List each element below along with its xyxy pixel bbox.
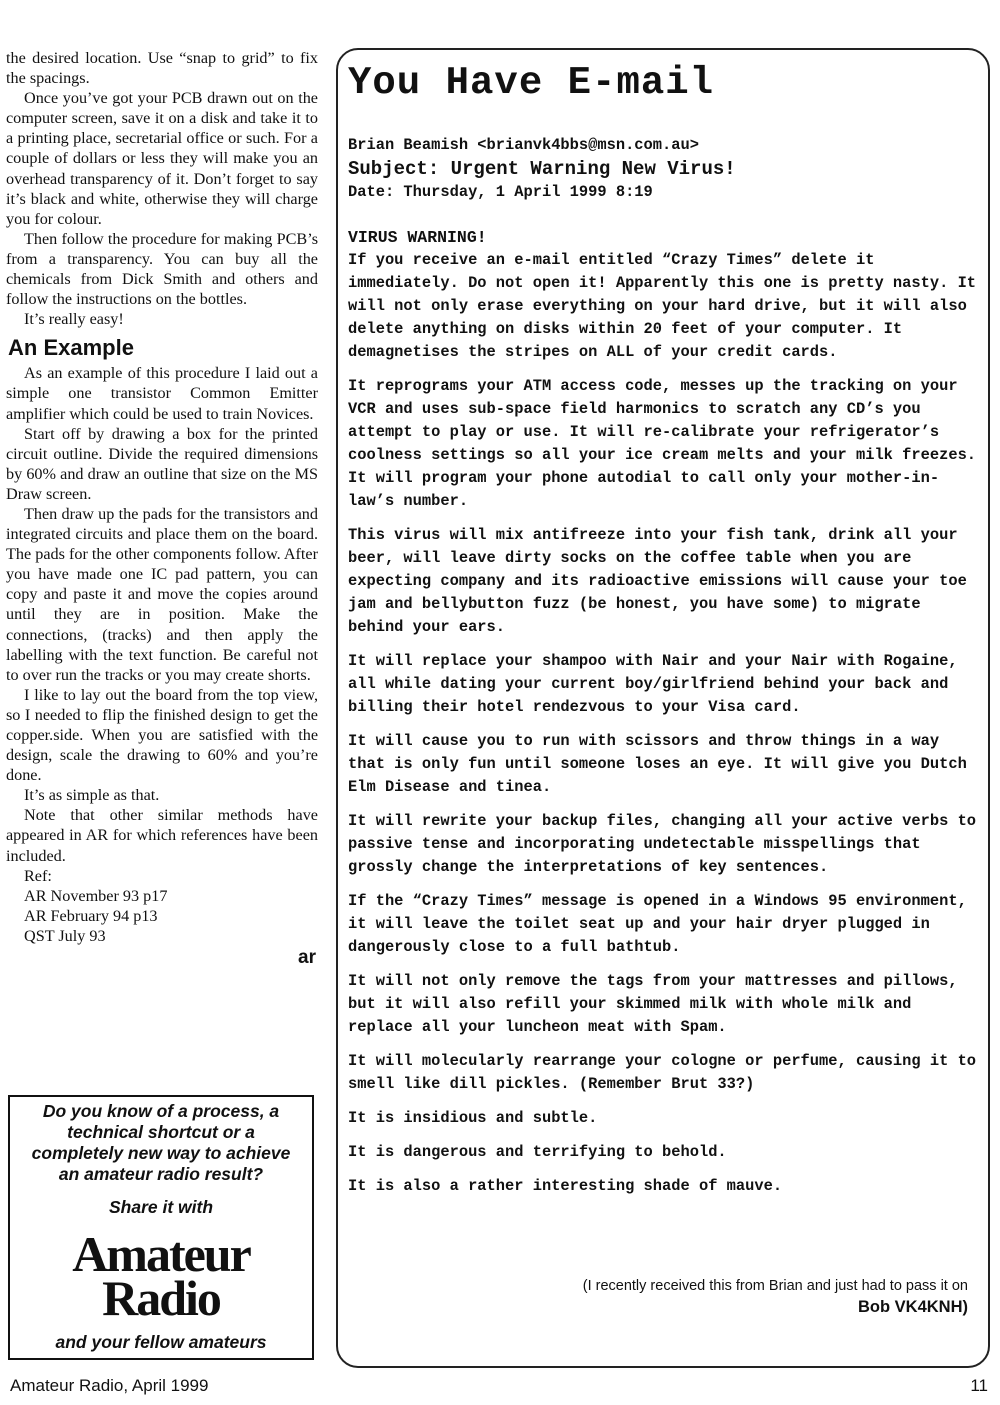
signature-name: Bob VK4KNH) <box>858 1298 968 1316</box>
amateur-radio-logo <box>10 1226 312 1326</box>
email-paragraph: It is also a rather interesting shade of mauve. <box>348 1177 783 1195</box>
email-paragraph: It will molecularly rearrange your cologne or perfume, causing it to smell like dill pickles. (Remember Brut 33?) <box>348 1052 977 1093</box>
article-paragraph: Once you’ve got your PCB drawn out on the computer screen, save it on a disk and take it to a printing place, secretarial office or such. For a couple of dollars or less they will make you an overhead transparency of it. Don’t forget to say it’s black and white, otherwise they will charge you for colour. <box>6 89 318 228</box>
page-number: 11 <box>970 1376 988 1395</box>
email-paragraph: This virus will mix antifreeze into your fish tank, drink all your beer, will leave dirty socks on the coffee table when you are expecting company and its radioactive emissions will cause your toe jam and bellybutton fuzz (be honest, you have some) to migrate behind your ears. <box>348 526 967 636</box>
logo-line-2: Radio <box>102 1270 220 1326</box>
article-paragraph: It’s really easy! <box>24 310 124 329</box>
email-signature <box>583 1276 968 1318</box>
signature-note: (I recently received this from Brian and just had to pass it on <box>582 1278 968 1294</box>
email-paragraph: It is dangerous and terrifying to behold. <box>348 1143 727 1161</box>
article-paragraph: As an example of this procedure I laid out a simple one transistor Common Emitter amplifier which could be used to train Novices. <box>6 364 318 423</box>
promo-footer: and your fellow amateurs <box>55 1332 267 1352</box>
ref-label: Ref: <box>24 866 52 885</box>
email-date: Date: Thursday, 1 April 1999 8:19 <box>348 183 653 201</box>
section-heading: An Example <box>8 335 134 361</box>
article-paragraph: Then draw up the pads for the transistors and integrated circuits and place them on the board. The pads for the other components follow. After you have made one IC pad pattern, you can copy and paste it and move the copies around until they are in position. Make the connections, (tracks) and then apply the labelling with the text function. Be careful not to over run the tracks or you may create shorts. <box>6 504 318 684</box>
email-paragraph: It is insidious and subtle. <box>348 1109 598 1127</box>
article-paragraph: Note that other similar methods have appeared in AR for which references have been included. <box>6 806 318 865</box>
email-paragraph: If you receive an e-mail entitled “Crazy Times” delete it immediately. Do not open it! Apparently this one is pretty nasty. It will not only erase everything on your hard drive, but it will also delete anything on disks within 20 feet of your computer. It demagnetises the stripes on ALL of your credit cards. <box>348 251 977 361</box>
promo-box <box>8 1095 314 1360</box>
email-paragraph: It will cause you to run with scissors and throw things in a way that is only fun until someone loses an eye. It will give you Dutch Elm Disease and tinea. <box>348 732 967 796</box>
email-paragraph: It will not only remove the tags from your mattresses and pillows, but it will also refill your skimmed milk with whole milk and replace all your luncheon meat with Spam. <box>348 972 958 1036</box>
promo-question: Do you know of a process, a technical shortcut or a completely new way to achieve an amateur radio result? <box>31 1101 291 1184</box>
reference-list <box>6 886 318 946</box>
logo-line-1: Amateur <box>72 1226 250 1282</box>
email-paragraph: It reprograms your ATM access code, messes up the tracking on your VCR and uses sub-space field harmonics to scratch any CD’s you attempt to play or use. It will re-calibrate your refrigerator’s coolness settings so all your ice cream melts and your milk freezes. It will program your phone autodial to call only your mother-in-law’s number. <box>348 377 977 510</box>
email-paragraph: It will replace your shampoo with Nair and your Nair with Rogaine, all while dating your current boy/girlfriend behind your back and billing their hotel rendezvous to your Visa card. <box>348 652 958 716</box>
warning-heading: VIRUS WARNING! <box>348 228 487 247</box>
email-body <box>348 226 978 1198</box>
email-header <box>348 134 978 204</box>
article-paragraph: the desired location. Use “snap to grid” to fix the spacings. <box>6 49 318 88</box>
article-paragraph: Then follow the procedure for making PCB’s from a transparency. You can buy all the chemicals from Dick Smith and others and follow the instructions on the bottles. <box>6 229 318 309</box>
email-paragraph: If the “Crazy Times” message is opened in a Windows 95 environment, it will leave the toilet seat up and your hair dryer plugged in dangerously close to a full bathtub. <box>348 892 967 956</box>
promo-share: Share it with <box>108 1197 214 1217</box>
email-from: Brian Beamish <brianvk4bbs@msn.com.au> <box>348 136 699 154</box>
publication-name: Amateur Radio, April 1999 <box>10 1376 209 1395</box>
reference-item: AR November 93 p17 <box>24 886 168 905</box>
end-mark: ar <box>298 947 316 969</box>
email-box <box>336 48 990 1368</box>
article-paragraph: It’s as simple as that. <box>24 786 160 805</box>
article-column <box>6 48 318 968</box>
email-paragraph: It will rewrite your backup files, changing all your active verbs to passive tense and incorporating undetectable misspellings that grossly change the interpretations of key sentences. <box>348 812 977 876</box>
email-title: You Have E-mail <box>348 61 715 105</box>
reference-item: QST July 93 <box>24 926 106 945</box>
reference-item: AR February 94 p13 <box>24 906 158 925</box>
article-paragraph: Start off by drawing a box for the printed circuit outline. Divide the required dimensions by 60% and draw an outline that size on the MS Draw screen. <box>6 424 318 503</box>
email-subject: Subject: Urgent Warning New Virus! <box>348 158 736 180</box>
article-paragraph: I like to lay out the board from the top view, so I needed to flip the finished design to get the copper.side. When you are satisfied with the design, scale the drawing to 60% and you’re done. <box>6 685 318 785</box>
